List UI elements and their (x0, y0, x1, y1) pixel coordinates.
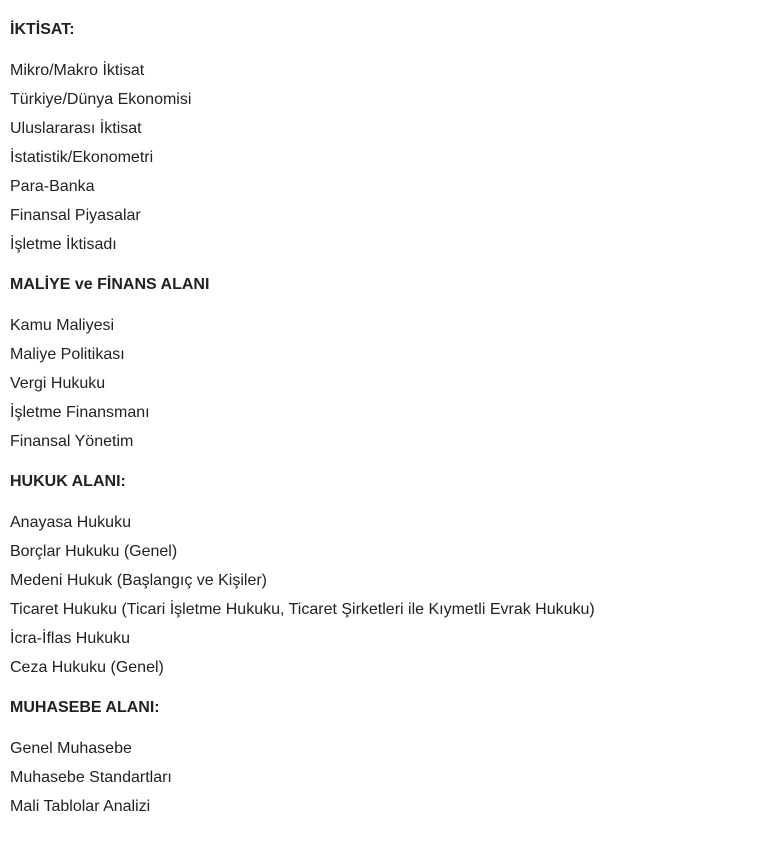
list-item: Ticaret Hukuku (Ticari İşletme Hukuku, Ticaret Şirketleri ile Kıymetli Evrak Hukuku) (10, 601, 595, 618)
section-heading: İKTİSAT: (10, 21, 75, 38)
list-item: Genel Muhasebe (10, 740, 132, 757)
topic-list (10, 311, 761, 456)
list-item: İşletme Finansmanı (10, 404, 150, 421)
list-item: İstatistik/Ekonometri (10, 149, 154, 166)
list-item: Para-Banka (10, 178, 95, 195)
list-item: İcra-İflas Hukuku (10, 630, 131, 647)
list-item: Mali Tablolar Analizi (10, 798, 151, 815)
section-iktisat (10, 20, 761, 259)
list-item: Türkiye/Dünya Ekonomisi (10, 91, 192, 108)
list-item: Finansal Piyasalar (10, 207, 141, 224)
list-item: İşletme İktisadı (10, 236, 117, 253)
list-item: Borçlar Hukuku (Genel) (10, 543, 178, 560)
list-item: Maliye Politikası (10, 346, 125, 363)
section-muhasebe (10, 698, 761, 821)
list-item: Vergi Hukuku (10, 375, 106, 392)
list-item: Medeni Hukuk (Başlangıç ve Kişiler) (10, 572, 267, 589)
list-item: Mikro/Makro İktisat (10, 62, 145, 79)
section-heading: MALİYE ve FİNANS ALANI (10, 276, 210, 293)
topic-list (10, 56, 761, 259)
section-heading: MUHASEBE ALANI: (10, 699, 160, 716)
list-item: Uluslararası İktisat (10, 120, 142, 137)
list-item: Anayasa Hukuku (10, 514, 131, 531)
list-item: Kamu Maliyesi (10, 317, 115, 334)
section-heading: HUKUK ALANI: (10, 473, 126, 490)
topic-list (10, 508, 761, 682)
section-maliye-finans (10, 275, 761, 456)
section-hukuk (10, 472, 761, 682)
list-item: Finansal Yönetim (10, 433, 134, 450)
list-item: Muhasebe Standartları (10, 769, 172, 786)
list-item: Ceza Hukuku (Genel) (10, 659, 164, 676)
topic-list (10, 734, 761, 821)
